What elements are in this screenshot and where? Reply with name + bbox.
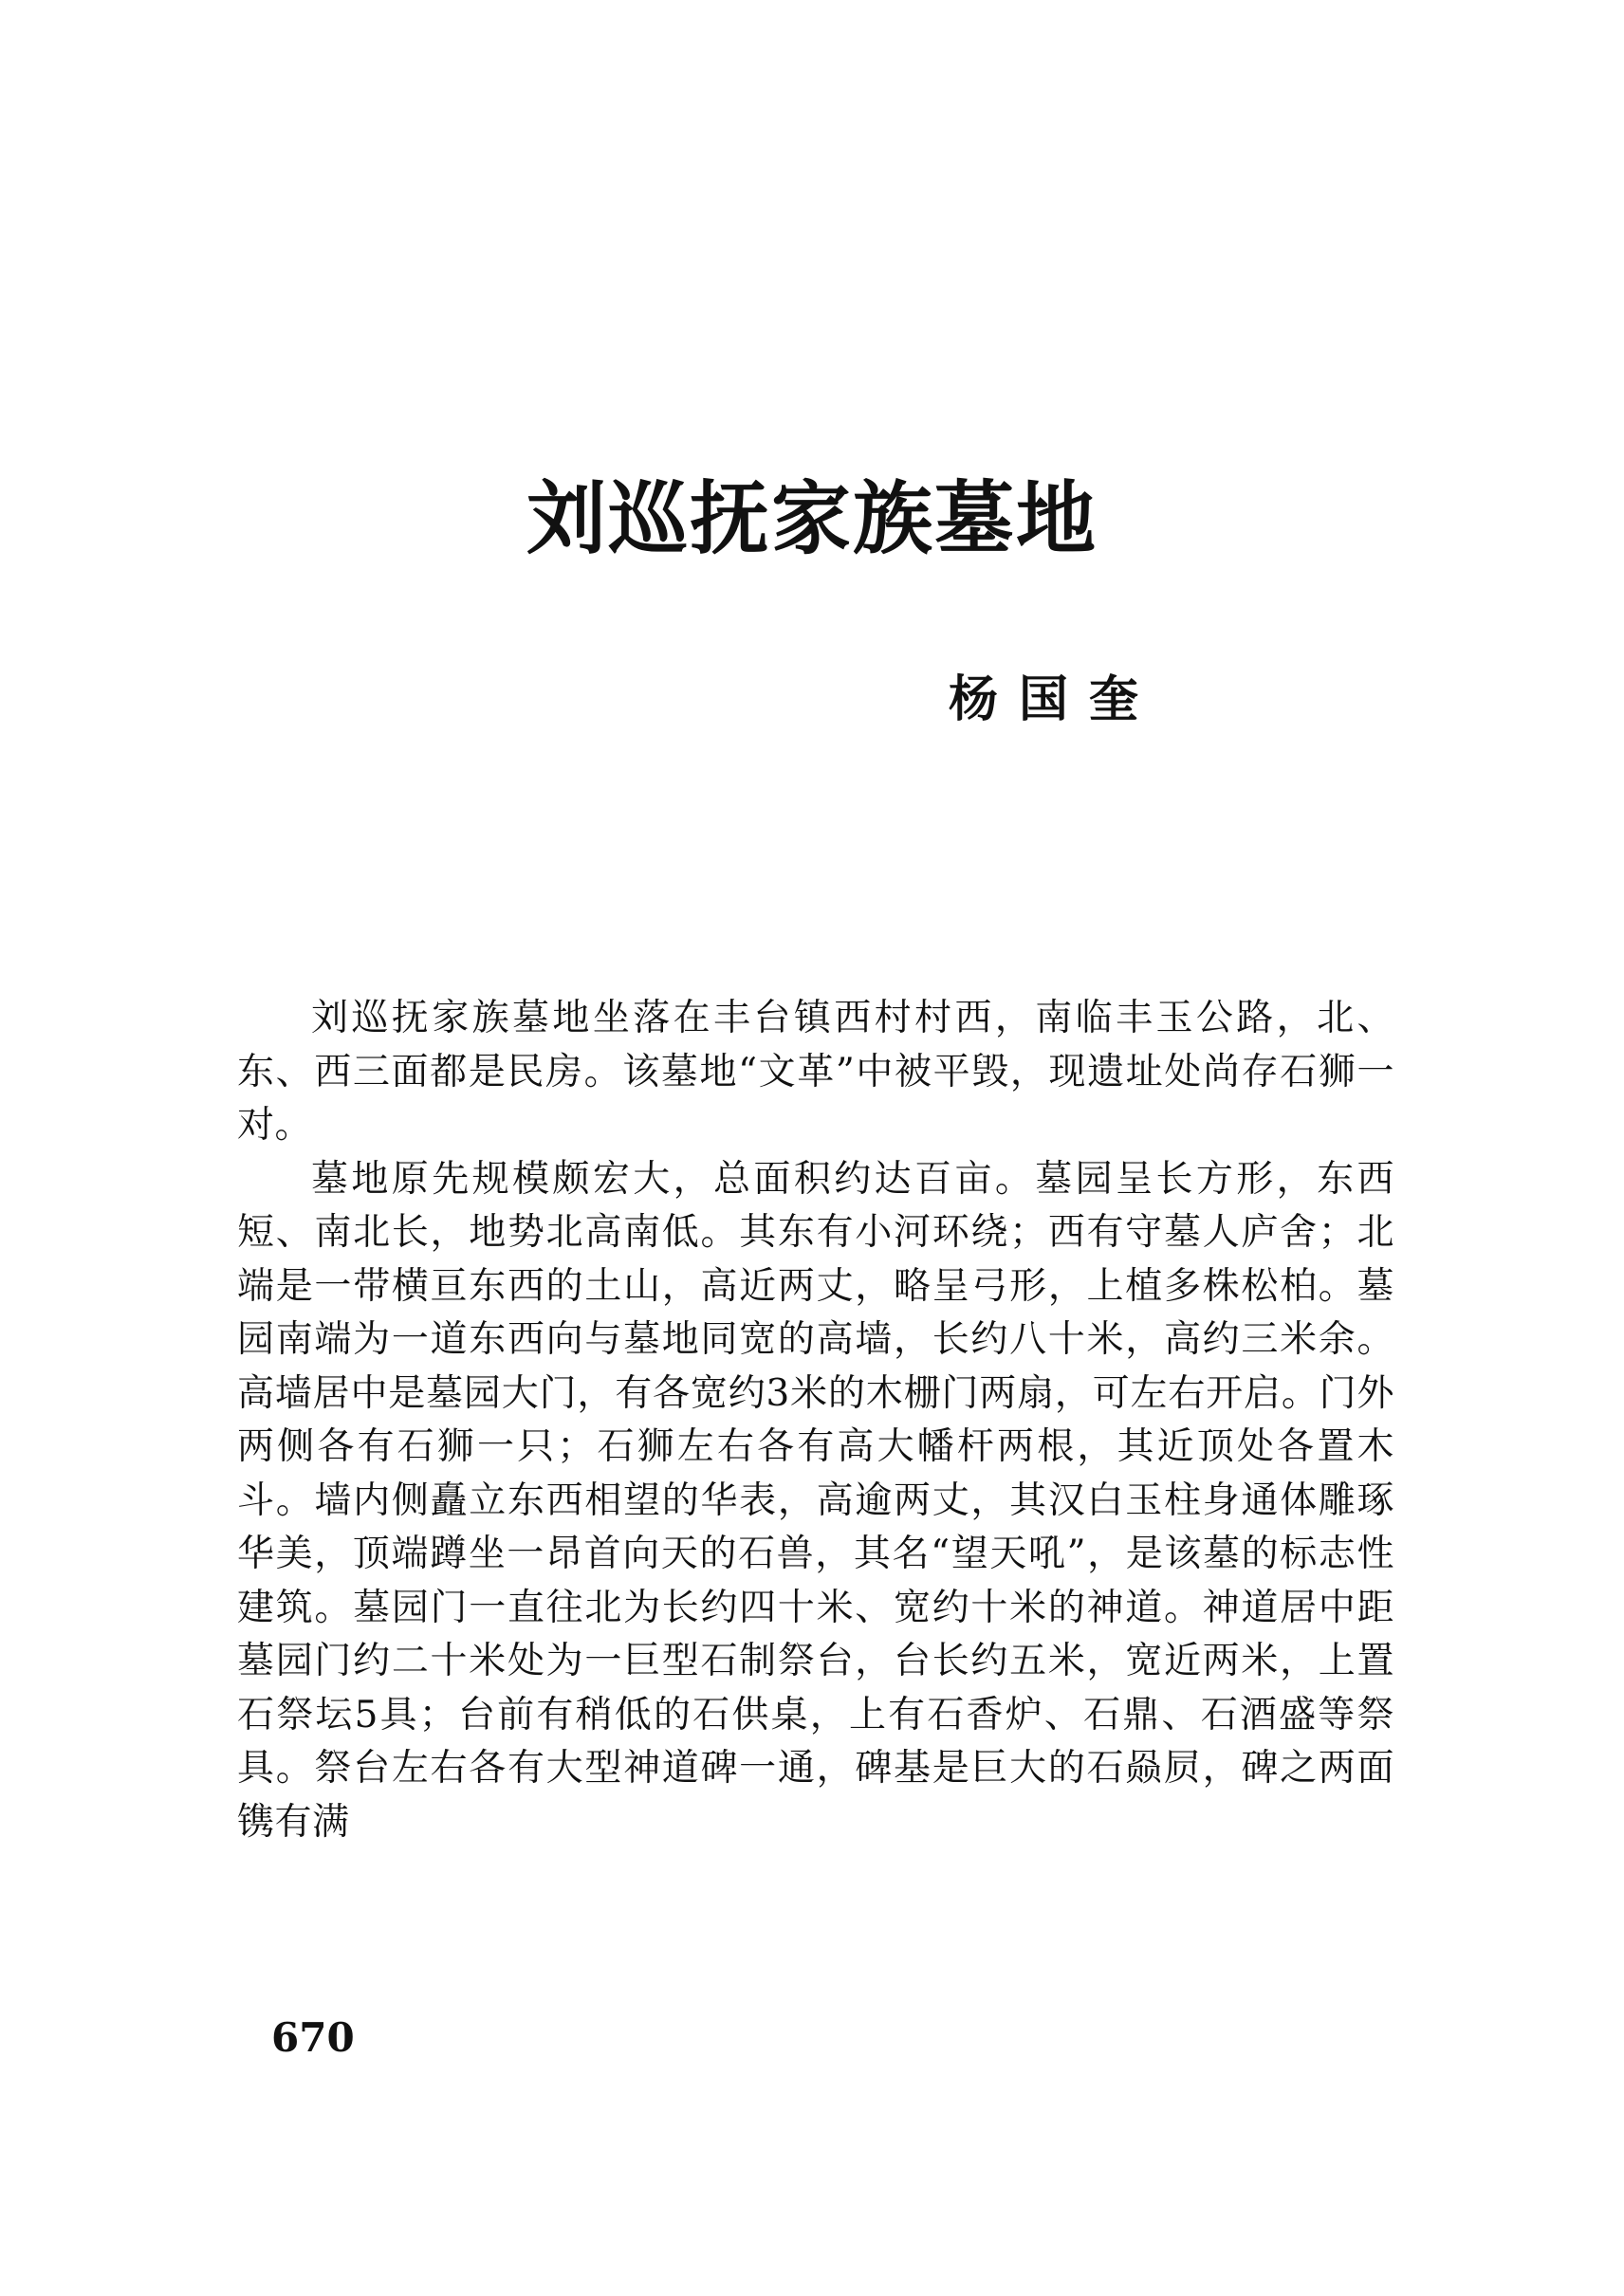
paragraph-2: 墓地原先规模颇宏大，总面积约达百亩。墓园呈长方形，东西短、南北长，地势北高南低。其东有小河环绕；西有守墓人庐舍；北端是一带横亘东西的土山，高近两丈，略呈弓形，上植多株松柏。墓园南端为一道东西向与墓地同宽的高墙，长约八十米，高约三米余。高墙居中是墓园大门，有各宽约3米的木栅门两扇，可左右开启。门外两侧各有石狮一只；石狮左右各有高大幡杆两根，其近顶处各置木斗。墙内侧矗立东西相望的华表，高逾两丈，其汉白玉柱身通体雕琢华美，顶端蹲坐一昂首向天的石兽，其名“望天吼”，是该墓的标志性建筑。墓园门一直往北为长约四十米、宽约十米的神道。神道居中距墓园门约二十米处为一巨型石制祭台，台长约五米，宽近两米，上置石祭坛5具；台前有稍低的石供桌，上有石香炉、石鼎、石酒盛等祭具。祭台左右各有大型神道碑一通，碑基是巨大的石赑屃，碑之两面镌有满: [237, 1157, 1394, 1844]
paragraph-1: 刘巡抚家族墓地坐落在丰台镇西村村西，南临丰玉公路，北、东、西三面都是民房。该墓地“文革”中被平毁，现遗址处尚存石狮一对。: [237, 997, 1394, 1147]
article-body: [237, 992, 1394, 1849]
page-number: 670: [271, 2014, 355, 2061]
article-title: 刘巡抚家族墓地: [526, 471, 1098, 565]
article-author: 杨国奎: [949, 670, 1160, 728]
